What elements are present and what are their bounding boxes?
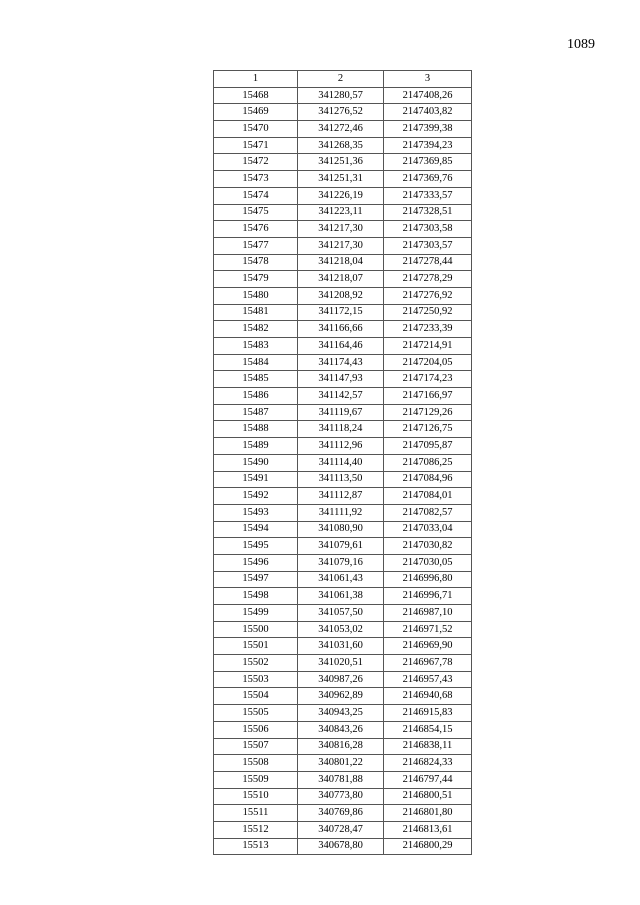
table-cell-col-3: 2146854,15 [384,721,472,738]
table-row [214,605,472,622]
table-cell-col-3: 2146987,10 [384,605,472,622]
column-header-1: 1 [214,71,298,88]
table-row [214,104,472,121]
column-header-2: 2 [298,71,384,88]
table-cell-col-1: 15502 [214,655,298,672]
table-cell-col-2: 340943,25 [298,705,384,722]
table-row [214,621,472,638]
table-cell-col-1: 15471 [214,137,298,154]
table-cell-col-1: 15492 [214,488,298,505]
table-cell-col-3: 2147166,97 [384,388,472,405]
table-cell-col-3: 2146971,52 [384,621,472,638]
table-cell-col-1: 15484 [214,354,298,371]
table-row [214,454,472,471]
table-cell-col-3: 2147278,44 [384,254,472,271]
table-row [214,705,472,722]
table-cell-col-3: 2146813,61 [384,821,472,838]
table-cell-col-3: 2147333,57 [384,187,472,204]
table-row [214,388,472,405]
table-cell-col-3: 2146957,43 [384,671,472,688]
table-cell-col-2: 341061,43 [298,571,384,588]
table-row [214,655,472,672]
table-cell-col-1: 15513 [214,838,298,855]
table-cell-col-1: 15479 [214,271,298,288]
page-number: 1089 [567,37,595,52]
table-cell-col-1: 15490 [214,454,298,471]
table-cell-col-1: 15503 [214,671,298,688]
table-cell-col-2: 341079,16 [298,554,384,571]
table-cell-col-3: 2147082,57 [384,504,472,521]
table-row [214,688,472,705]
table-cell-col-2: 341057,50 [298,605,384,622]
table-row [214,287,472,304]
table-cell-col-3: 2147086,25 [384,454,472,471]
table-body [214,87,472,855]
table-cell-col-2: 341251,31 [298,171,384,188]
table-cell-col-2: 341118,24 [298,421,384,438]
table-row [214,571,472,588]
table-cell-col-1: 15478 [214,254,298,271]
table-cell-col-1: 15500 [214,621,298,638]
table-row [214,404,472,421]
table-cell-col-2: 340773,80 [298,788,384,805]
table-cell-col-1: 15488 [214,421,298,438]
table-row [214,271,472,288]
table-cell-col-1: 15481 [214,304,298,321]
table-row [214,488,472,505]
table-cell-col-3: 2147084,01 [384,488,472,505]
table-cell-col-3: 2147403,82 [384,104,472,121]
table-cell-col-3: 2147303,57 [384,237,472,254]
table-cell-col-2: 341114,40 [298,454,384,471]
table-row [214,504,472,521]
table-cell-col-2: 341112,96 [298,438,384,455]
table-cell-col-3: 2146969,90 [384,638,472,655]
table-cell-col-1: 15483 [214,338,298,355]
table-cell-col-1: 15504 [214,688,298,705]
table-row [214,354,472,371]
table-cell-col-2: 341172,15 [298,304,384,321]
table-cell-col-3: 2146824,33 [384,755,472,772]
table-cell-col-1: 15480 [214,287,298,304]
table-cell-col-2: 341164,46 [298,338,384,355]
table-cell-col-1: 15498 [214,588,298,605]
table-cell-col-3: 2146838,11 [384,738,472,755]
table-row [214,304,472,321]
table-cell-col-1: 15505 [214,705,298,722]
table-cell-col-3: 2146801,80 [384,805,472,822]
table-row [214,521,472,538]
table-cell-col-3: 2147408,26 [384,87,472,104]
table-cell-col-2: 341113,50 [298,471,384,488]
table-cell-col-1: 15512 [214,821,298,838]
table-cell-col-3: 2147084,96 [384,471,472,488]
table-cell-col-3: 2147369,76 [384,171,472,188]
table-cell-col-1: 15489 [214,438,298,455]
table-cell-col-1: 15469 [214,104,298,121]
table-cell-col-2: 341174,43 [298,354,384,371]
table-row [214,554,472,571]
table-cell-col-3: 2146800,51 [384,788,472,805]
table-cell-col-3: 2147278,29 [384,271,472,288]
table-cell-col-3: 2147030,05 [384,554,472,571]
table-cell-col-1: 15509 [214,771,298,788]
table-row [214,771,472,788]
table-row [214,438,472,455]
table-cell-col-2: 340769,86 [298,805,384,822]
table-cell-col-2: 341142,57 [298,388,384,405]
table-row [214,137,472,154]
table-cell-col-1: 15486 [214,388,298,405]
table-row [214,755,472,772]
table-cell-col-1: 15472 [214,154,298,171]
table-cell-col-2: 341119,67 [298,404,384,421]
table-cell-col-3: 2147214,91 [384,338,472,355]
table-cell-col-3: 2147126,75 [384,421,472,438]
table-cell-col-3: 2147033,04 [384,521,472,538]
table-cell-col-3: 2146996,71 [384,588,472,605]
table-row [214,121,472,138]
table-cell-col-2: 340816,28 [298,738,384,755]
table-cell-col-3: 2147204,05 [384,354,472,371]
table-cell-col-2: 340843,26 [298,721,384,738]
table-cell-col-1: 15508 [214,755,298,772]
table-cell-col-1: 15496 [214,554,298,571]
table-cell-col-2: 341223,11 [298,204,384,221]
table-cell-col-2: 341218,07 [298,271,384,288]
table-cell-col-1: 15482 [214,321,298,338]
table-cell-col-1: 15477 [214,237,298,254]
table-row [214,738,472,755]
table-cell-col-3: 2147095,87 [384,438,472,455]
table-header [214,71,472,88]
table-row [214,838,472,855]
table-cell-col-1: 15475 [214,204,298,221]
table-cell-col-2: 341217,30 [298,237,384,254]
coordinates-table [213,70,472,855]
table-cell-col-3: 2146967,78 [384,655,472,672]
table-cell-col-3: 2147250,92 [384,304,472,321]
table-row [214,788,472,805]
table-cell-col-1: 15468 [214,87,298,104]
table-cell-col-2: 341272,46 [298,121,384,138]
table-cell-col-1: 15506 [214,721,298,738]
table-cell-col-3: 2146996,80 [384,571,472,588]
table-row [214,588,472,605]
table-cell-col-1: 15470 [214,121,298,138]
table-row [214,805,472,822]
table-row [214,87,472,104]
table-cell-col-2: 341079,61 [298,538,384,555]
table-cell-col-2: 341217,30 [298,221,384,238]
table-cell-col-2: 340962,89 [298,688,384,705]
table-cell-col-2: 341226,19 [298,187,384,204]
table-cell-col-3: 2147303,58 [384,221,472,238]
table-cell-col-2: 341251,36 [298,154,384,171]
table-cell-col-3: 2146800,29 [384,838,472,855]
table-cell-col-2: 341218,04 [298,254,384,271]
table-cell-col-3: 2147328,51 [384,204,472,221]
table-cell-col-3: 2147233,39 [384,321,472,338]
table-row [214,371,472,388]
table-cell-col-1: 15494 [214,521,298,538]
table-cell-col-3: 2147399,38 [384,121,472,138]
table-cell-col-2: 340801,22 [298,755,384,772]
table-cell-col-2: 340728,47 [298,821,384,838]
table-cell-col-3: 2147174,23 [384,371,472,388]
table-cell-col-2: 341147,93 [298,371,384,388]
table-cell-col-1: 15495 [214,538,298,555]
table-cell-col-1: 15476 [214,221,298,238]
table-cell-col-1: 15497 [214,571,298,588]
table-row [214,638,472,655]
table-cell-col-1: 15493 [214,504,298,521]
table-cell-col-2: 340678,80 [298,838,384,855]
table-row [214,338,472,355]
table-cell-col-3: 2147129,26 [384,404,472,421]
table-cell-col-2: 340781,88 [298,771,384,788]
table-row [214,821,472,838]
table-cell-col-2: 341111,92 [298,504,384,521]
table-row [214,154,472,171]
table-cell-col-3: 2146915,83 [384,705,472,722]
table-cell-col-1: 15491 [214,471,298,488]
table-cell-col-3: 2147369,85 [384,154,472,171]
table-cell-col-2: 341080,90 [298,521,384,538]
table-row [214,321,472,338]
table-cell-col-2: 341276,52 [298,104,384,121]
table-row [214,254,472,271]
table-cell-col-3: 2146797,44 [384,771,472,788]
table-cell-col-2: 341053,02 [298,621,384,638]
table-row [214,421,472,438]
header-row [214,71,472,88]
table-cell-col-2: 340987,26 [298,671,384,688]
table-cell-col-2: 341020,51 [298,655,384,672]
table-row [214,204,472,221]
table-cell-col-2: 341208,92 [298,287,384,304]
table-cell-col-2: 341112,87 [298,488,384,505]
table-cell-col-3: 2147030,82 [384,538,472,555]
table-cell-col-1: 15474 [214,187,298,204]
table-cell-col-2: 341031,60 [298,638,384,655]
table-cell-col-3: 2147394,23 [384,137,472,154]
table-row [214,221,472,238]
table-row [214,171,472,188]
table-row [214,471,472,488]
table-cell-col-2: 341280,57 [298,87,384,104]
table-row [214,187,472,204]
table-cell-col-1: 15485 [214,371,298,388]
table-cell-col-2: 341061,38 [298,588,384,605]
table-cell-col-3: 2147276,92 [384,287,472,304]
table-cell-col-2: 341268,35 [298,137,384,154]
table-cell-col-1: 15499 [214,605,298,622]
table-cell-col-1: 15510 [214,788,298,805]
table-row [214,721,472,738]
table-cell-col-1: 15507 [214,738,298,755]
table-row [214,237,472,254]
table-row [214,538,472,555]
table-cell-col-2: 341166,66 [298,321,384,338]
table-cell-col-1: 15487 [214,404,298,421]
table-row [214,671,472,688]
table-cell-col-3: 2146940,68 [384,688,472,705]
column-header-3: 3 [384,71,472,88]
table-cell-col-1: 15473 [214,171,298,188]
table-cell-col-1: 15511 [214,805,298,822]
table-cell-col-1: 15501 [214,638,298,655]
